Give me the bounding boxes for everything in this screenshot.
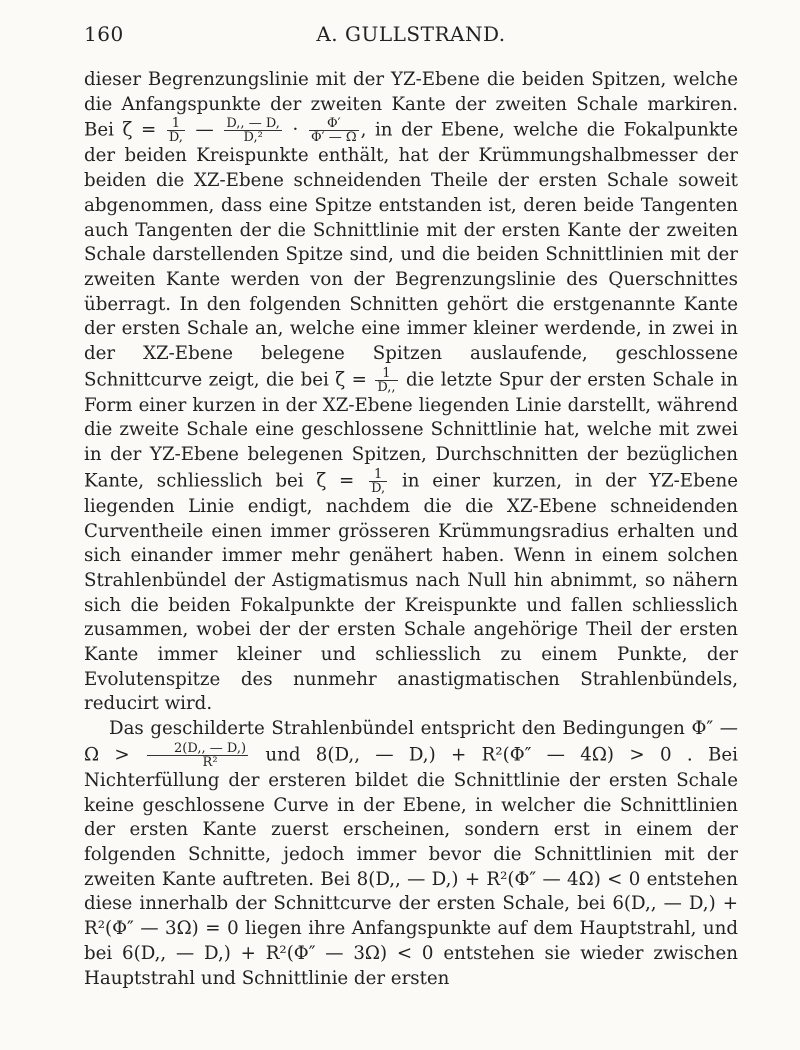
fraction-denominator: R²: [202, 754, 218, 770]
math-operator: ·: [292, 119, 299, 141]
text-segment: , in der Ebene, welche die Fokalpunkte der beiden Kreispunkte enthält, hat der Krümmungshalbmesser der beiden die XZ-Ebene schneidenden Theile der ersten Schale soweit abgenommen, dass eine Spitze entstanden ist, deren beide Tangenten auch Tangenten der die Schnittlinie mit der ersten Kante der zweiten Schale darstellenden Spitze sind, und die beiden Schnittlinien mit der zweiten Kante werden von der Begrenzungslinie des Querschnittes überragt. In den folgenden Schnitten gehört die erstgenannte Kante der ersten Schale an, welche eine immer kleiner werdende, in zwei in der XZ-Ebene belegene Spitzen auslaufende, geschlossene Schnittcurve zeigt, die bei ζ =: [84, 119, 738, 391]
fraction-denominator: D,: [371, 480, 386, 496]
fraction-numerator: D,, — D,: [226, 116, 280, 132]
math-operator: —: [195, 119, 214, 141]
fraction-numerator: 1: [167, 117, 185, 131]
fraction: [369, 468, 387, 495]
fraction-denominator: Φ′ — Ω: [310, 130, 357, 146]
fraction: [167, 117, 185, 144]
fraction: [375, 367, 397, 394]
fraction-numerator: Φ′: [309, 117, 359, 131]
paragraph-1: [84, 68, 738, 717]
fraction-numerator: 2(D,, — D,): [147, 742, 248, 756]
text-segment: die letzte Spur der ersten Schale in Form einer kurzen in der XZ-Ebene liegenden Linie darstellt, während die zweite Schale eine geschlossene Schnittlinie hat, welche mit zwei in der YZ-Ebene belegenen Spitzen, Durchschnitten der bezüglichen Kante, schliesslich bei ζ =: [84, 369, 738, 492]
text-segment: in einer kurzen, in der YZ-Ebene liegenden Linie endigt, nachdem die die XZ-Ebene schneidenden Curventheile einen immer grösseren Krümmungsradius erhalten und sich einander immer mehr genähert haben. Wenn in einem solchen Strahlenbündel der Astigmatismus nach Null hin abnimmt, so nähern sich die beiden Fokalpunkte der Kreispunkte und fallen schliesslich zusammen, wobei der der ersten Schale angehörige Theil der ersten Kante immer kleiner und schliesslich zu einem Punkte, der Evolutenspitze des nunmehr anastigmatischen Strahlenbündels, reducirt wird.: [84, 470, 738, 715]
fraction-numerator: 1: [369, 468, 387, 482]
fraction-denominator: D,: [168, 130, 183, 146]
body-text: [84, 68, 738, 991]
fraction-numerator: 1: [375, 367, 397, 381]
fraction: [224, 117, 282, 144]
fraction-denominator: D,²: [243, 130, 263, 146]
page-number: 160: [84, 22, 124, 46]
fraction: [309, 117, 359, 144]
text-segment: Das geschilderte Strahlenbündel entspricht den Bedingungen Φ″ — Ω >: [84, 718, 738, 766]
running-head: A. GULLSTRAND.: [316, 22, 506, 46]
text-segment: und 8(D,, — D,) + R²(Φ″ — 4Ω) > 0 . Bei Nichterfüllung der ersteren bildet die Schnittlinie der ersten Schale keine geschlossene Curve in der Ebene, in welcher die Schnittlinien der ersten Kante zuerst erscheinen, sondern erst in einem der folgenden Schnitte, jedoch immer bevor die Schnittlinien mit der zweiten Kante auftreten. Bei 8(D,, — D,) + R²(Φ″ — 4Ω) < 0 entstehen diese innerhalb der Schnittcurve der ersten Schale, bei 6(D,, — D,) + R²(Φ″ — 3Ω) = 0 liegen ihre Anfangspunkte auf dem Hauptstrahl, und bei 6(D,, — D,) + R²(Φ″ — 3Ω) < 0 entstehen sie wieder zwischen Hauptstrahl und Schnittlinie der ersten: [84, 744, 738, 989]
fraction: [147, 742, 248, 769]
fraction-denominator: D,,: [377, 379, 396, 395]
paragraph-2: [84, 717, 738, 991]
text-segment: dieser Begrenzungslinie mit der YZ-Ebene die beiden Spitzen, welche die Anfangspunkte der zweiten Kante der zweiten Schale markiren. Bei ζ =: [84, 69, 738, 141]
